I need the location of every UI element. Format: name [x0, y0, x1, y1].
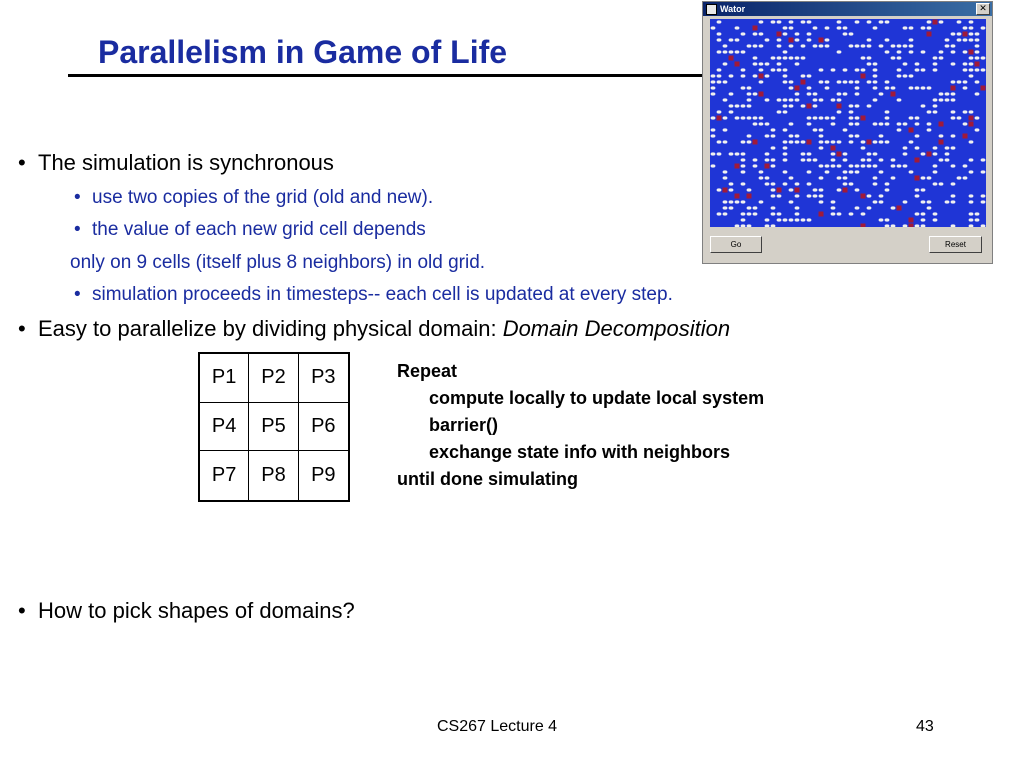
processor-grid	[198, 352, 350, 502]
bullet-dot: •	[74, 187, 81, 208]
bullet-dot: •	[74, 219, 81, 240]
pseudocode-block	[397, 358, 764, 493]
bullet-parallelize	[18, 316, 731, 342]
bullet-text: The simulation is synchronous	[38, 150, 334, 175]
code-line: exchange state info with neighbors	[429, 442, 731, 462]
code-line: Repeat	[397, 361, 458, 381]
sub-bullet-text: the value of each new grid cell depends	[92, 219, 426, 240]
processor-cell: P1	[200, 354, 249, 403]
go-button[interactable]: Go	[710, 236, 762, 253]
processor-cell: P2	[249, 354, 298, 403]
sub-bullet-text: use two copies of the grid (old and new).	[92, 187, 434, 208]
sub-bullet-two-copies	[74, 187, 434, 209]
processor-cell: P6	[299, 403, 348, 452]
processor-cell: P7	[200, 451, 249, 500]
footer-lecture: CS267 Lecture 4	[437, 718, 558, 735]
app-icon	[706, 4, 717, 15]
close-icon[interactable]: ✕	[976, 3, 990, 15]
bullet-shapes	[18, 598, 355, 624]
wator-window	[702, 1, 993, 264]
sub-bullet-continuation: only on 9 cells (itself plus 8 neighbors) in old grid.	[70, 252, 486, 273]
bullet-dot: •	[18, 316, 26, 341]
window-title: Wator	[720, 4, 746, 14]
processor-cell: P3	[299, 354, 348, 403]
bullet-synchronous	[18, 150, 334, 176]
processor-cell: P9	[311, 464, 336, 487]
bullet-emphasis: Domain Decomposition	[502, 316, 731, 341]
sub-bullet-text: simulation proceeds in timesteps-- each cell is updated at every step.	[92, 284, 673, 305]
window-titlebar	[703, 2, 992, 16]
title-underline	[68, 74, 708, 77]
processor-cell: P8	[249, 451, 298, 500]
sub-bullet-timesteps	[74, 284, 673, 306]
slide-title: Parallelism in Game of Life	[98, 34, 508, 70]
simulation-grid	[710, 19, 986, 227]
bullet-text: Easy to parallelize by dividing physical domain:	[38, 316, 503, 341]
bullet-dot: •	[18, 150, 26, 175]
bullet-dot: •	[18, 598, 26, 623]
bullet-dot: •	[74, 284, 81, 305]
bullet-text: How to pick shapes of domains?	[38, 598, 355, 623]
footer-page-number: 43	[916, 718, 934, 735]
sub-bullet-value-depends	[74, 219, 426, 241]
processor-cell: P4	[200, 403, 249, 452]
code-line: compute locally to update local system	[429, 388, 765, 408]
code-line: until done simulating	[397, 469, 578, 489]
code-line: barrier()	[429, 415, 499, 435]
processor-cell: P5	[249, 403, 298, 452]
reset-button[interactable]: Reset	[929, 236, 982, 253]
